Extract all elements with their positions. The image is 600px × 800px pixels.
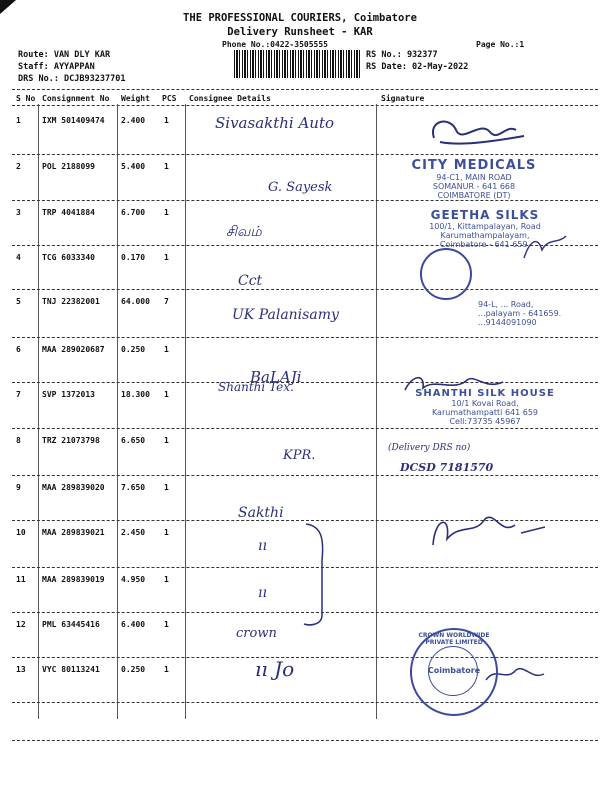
row-sno: 4 [16, 253, 21, 262]
row-consignee-handwritten: Sakthi [238, 505, 284, 521]
row-consignment-no: MAA 289020687 [42, 345, 105, 354]
row-separator [12, 289, 598, 290]
stamp-line: Coimbatore - 641 659. [439, 240, 531, 249]
barcode [234, 50, 360, 78]
row-consignee-handwritten: G. Sayesk [268, 180, 333, 195]
row-consignee-handwritten: Cct [238, 273, 263, 289]
row-sno: 3 [16, 208, 21, 217]
row-weight: 2.400 [121, 116, 146, 125]
row-weight: 6.400 [121, 620, 146, 629]
row-pcs: 7 [164, 297, 169, 306]
row-consignee-handwritten: KPR. [283, 448, 316, 463]
route: Route: VAN DLY KAR [18, 50, 111, 60]
row-weight: 0.170 [121, 253, 146, 262]
row-consignee-handwritten: crown [236, 626, 277, 641]
col-consignment: Consignment No [42, 94, 110, 103]
row-consignment-no: POL 2188099 [42, 162, 95, 171]
col-divider [38, 104, 39, 719]
stamp-city-medicals [404, 158, 544, 200]
stamp-round [420, 248, 472, 300]
stamp-line: CITY MEDICALS [411, 158, 537, 173]
stamp-line: ...9144091090 [478, 318, 537, 327]
row-weight: 0.250 [121, 665, 146, 674]
header-rule-bottom [12, 105, 598, 106]
row-separator [12, 702, 598, 703]
row-consignment-no: MAA 289839019 [42, 575, 105, 584]
stamp-line: Coimbatore [427, 666, 481, 675]
stamp-shanthi-silk [410, 388, 560, 426]
rs-number: RS No.: 932377 [366, 50, 438, 60]
row-consignee-handwritten: ıı [258, 538, 267, 554]
stamp-line: 94-C1, MAIN ROAD [436, 173, 512, 182]
stamp-line: Cell:73735 45967 [449, 417, 521, 426]
row-weight: 7.650 [121, 483, 146, 492]
row-separator [12, 337, 598, 338]
row-weight: 5.400 [121, 162, 146, 171]
handwritten-bracket [300, 520, 340, 630]
row-pcs: 1 [164, 345, 169, 354]
row-consignee-handwritten: UK Palanisamy [232, 307, 339, 323]
row-weight: 18.300 [121, 390, 150, 399]
row-sno: 7 [16, 390, 21, 399]
row-pcs: 1 [164, 528, 169, 537]
stamp-line: Karumathampatti 641 659 [431, 408, 539, 417]
col-consignee: Consignee Details [189, 94, 271, 103]
row-separator [12, 475, 598, 476]
row-sno: 6 [16, 345, 21, 354]
row-separator [12, 657, 598, 658]
row-consignment-no: TNJ 22382001 [42, 297, 100, 306]
stamp-line: 100/1, Kittampalayan, Road [429, 222, 541, 231]
row-consignment-no: TCG 6033340 [42, 253, 95, 262]
row-sno: 5 [16, 297, 21, 306]
row-pcs: 1 [164, 483, 169, 492]
drs-number: DRS No.: DCJB93237701 [18, 74, 126, 84]
row-consignee-handwritten: ıı Jo [255, 657, 295, 681]
handwritten-drs-number: DCSD 7181570 [400, 461, 494, 474]
row-pcs: 1 [164, 436, 169, 445]
handwritten-balaji: BaLAJi [250, 368, 302, 386]
row-consignment-no: VYC 80113241 [42, 665, 100, 674]
row-weight: 64.000 [121, 297, 150, 306]
row-separator [12, 428, 598, 429]
signature [425, 505, 555, 555]
col-signature: Signature [381, 94, 425, 103]
handwritten-drs-note: (Delivery DRS no) [388, 443, 471, 453]
row-weight: 4.950 [121, 575, 146, 584]
stamp-line: CROWN WORLDWIDE PRIVATE LIMITED [418, 632, 490, 646]
stamp-line: Karumathampalayam, [440, 231, 530, 240]
stamp-line: 10/1 Kovai Road, [451, 399, 519, 408]
stamp-line: COIMBATORE (DT) [437, 191, 511, 200]
stamp-line: SHANTHI SILK HOUSE [415, 388, 555, 399]
row-pcs: 1 [164, 575, 169, 584]
col-divider [117, 104, 118, 719]
col-divider [376, 104, 377, 719]
row-consignment-no: TRP 4041884 [42, 208, 95, 217]
signature [420, 112, 530, 154]
row-consignment-no: MAA 289839020 [42, 483, 105, 492]
row-pcs: 1 [164, 390, 169, 399]
company-title: THE PROFESSIONAL COURIERS, Coimbatore [183, 12, 417, 24]
col-sno: S No [16, 94, 36, 103]
row-weight: 6.650 [121, 436, 146, 445]
row-sno: 9 [16, 483, 21, 492]
row-pcs: 1 [164, 620, 169, 629]
stamp-line: 94-L, ... Road, [478, 300, 534, 309]
row-weight: 0.250 [121, 345, 146, 354]
page-number: Page No.:1 [476, 40, 525, 49]
row-sno: 12 [16, 620, 26, 629]
row-sno: 2 [16, 162, 21, 171]
row-pcs: 1 [164, 116, 169, 125]
row-pcs: 1 [164, 665, 169, 674]
row-consignment-no: PML 63445416 [42, 620, 100, 629]
col-weight: Weight [121, 94, 150, 103]
runsheet-title: Delivery Runsheet - KAR [227, 26, 373, 38]
row-weight: 6.700 [121, 208, 146, 217]
row-consignee-handwritten: Sivasakthi Auto [215, 114, 335, 132]
row-sno: 13 [16, 665, 26, 674]
row-consignment-no: MAA 289839021 [42, 528, 105, 537]
row-pcs: 1 [164, 208, 169, 217]
stamp-crown-worldwide [410, 628, 498, 716]
row-pcs: 1 [164, 253, 169, 262]
row-separator [12, 154, 598, 155]
col-divider [185, 104, 186, 719]
rs-date: RS Date: 02-May-2022 [366, 62, 469, 72]
phone-number: Phone No.:0422-3505555 [222, 40, 328, 49]
row-sno: 8 [16, 436, 21, 445]
row-separator [12, 200, 598, 201]
row-consignment-no: IXM 501409474 [42, 116, 105, 125]
footer-rule [12, 740, 598, 741]
row-pcs: 1 [164, 162, 169, 171]
stamp-line: GEETHA SILKS [430, 208, 540, 222]
row-sno: 1 [16, 116, 21, 125]
staff: Staff: AYYAPPAN [18, 62, 95, 72]
col-pcs: PCS [162, 94, 177, 103]
stamp-line: ...palayam - 641659. [478, 309, 562, 318]
stamp-line: SOMANUR - 641 668 [432, 182, 516, 191]
row-consignment-no: SVP 1372013 [42, 390, 95, 399]
row-consignee-handwritten: சிவம் [226, 224, 262, 240]
row-weight: 2.450 [121, 528, 146, 537]
row-consignee-handwritten: ıı [258, 585, 267, 601]
stamp-uk-palanisamy [478, 300, 598, 327]
header-rule-top [12, 89, 598, 90]
row-sno: 10 [16, 528, 26, 537]
stamp-geetha-silks [410, 208, 560, 249]
row-sno: 11 [16, 575, 26, 584]
row-consignee-handwritten: Shanthi Tex. [218, 380, 294, 394]
row-consignment-no: TRZ 21073798 [42, 436, 100, 445]
